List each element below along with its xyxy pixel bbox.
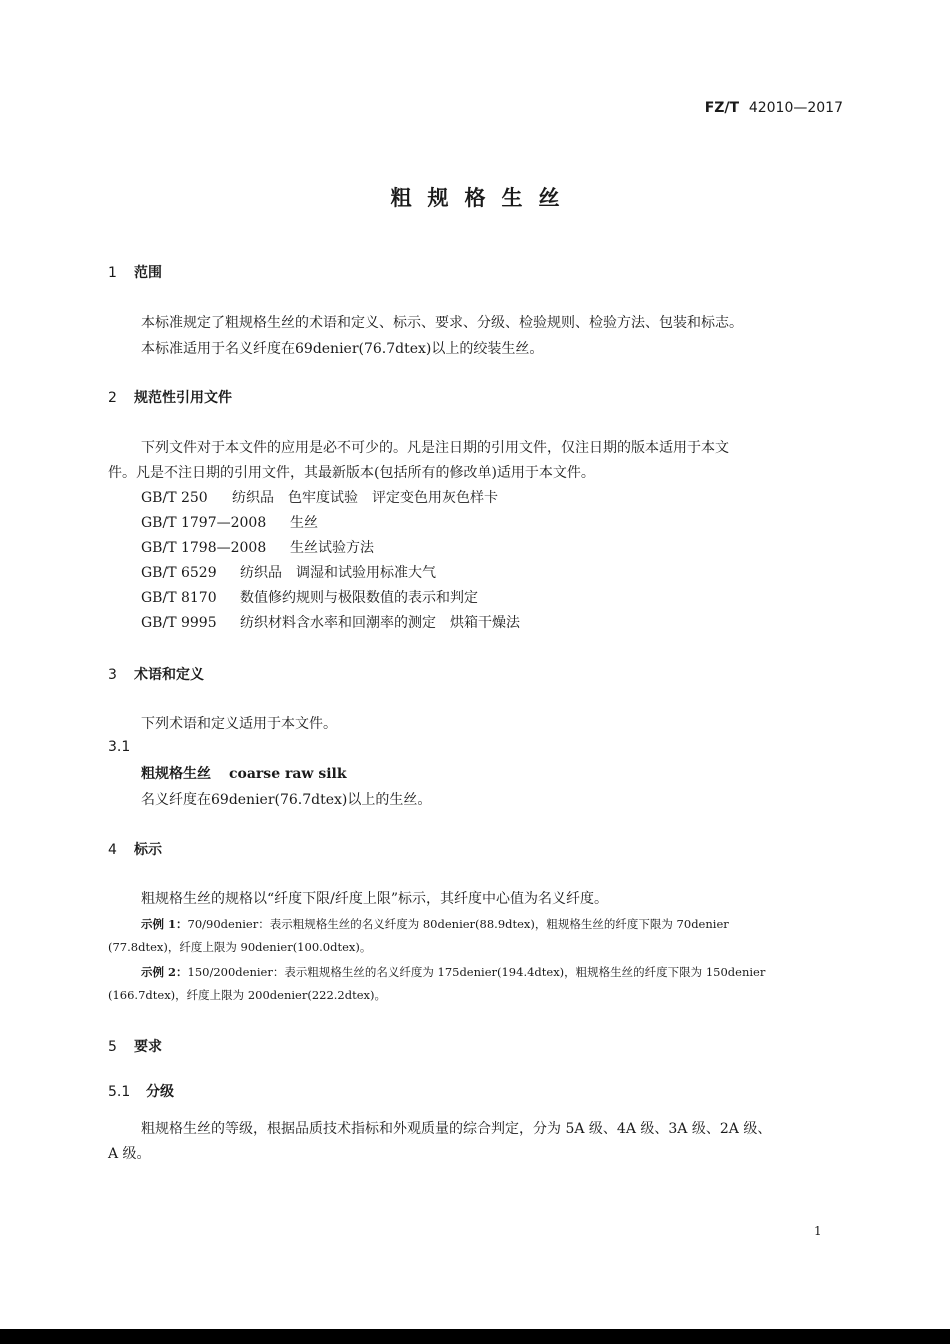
example-2-line: (166.7dtex)，纤度上限为 200denier(222.2dtex)。 <box>108 988 386 1002</box>
example-text: 70/90denier：表示粗规格生丝的名义纤度为 80denier(88.9dtex)，粗规格生丝的纤度下限为 70denier <box>187 917 729 931</box>
section-number: 5 <box>108 1039 117 1055</box>
reference-code: GB/T 1798—2008 <box>141 540 267 556</box>
section-number: 3 <box>108 667 117 683</box>
example-1-line: (77.8dtex)，纤度上限为 90denier(100.0dtex)。 <box>108 940 372 954</box>
section-3-heading <box>108 664 204 684</box>
reference-code: GB/T 1797—2008 <box>141 515 267 531</box>
example-2-line <box>141 964 765 980</box>
example-label: 示例 2： <box>141 965 188 979</box>
paragraph: 下列术语和定义适用于本文件。 <box>141 716 337 732</box>
reference-name: 纺织材料含水率和回潮率的测定 烘箱干燥法 <box>240 615 520 631</box>
standard-number: 42010—2017 <box>748 100 843 116</box>
section-number: 1 <box>108 265 117 281</box>
term-english: coarse raw silk <box>229 766 347 782</box>
paragraph-line: 件。凡是不注日期的引用文件，其最新版本(包括所有的修改单)适用于本文件。 <box>108 465 595 481</box>
paragraph: 本标准适用于名义纤度在69denier(76.7dtex)以上的绞装生丝。 <box>141 341 544 357</box>
term-chinese: 粗规格生丝 <box>141 766 211 782</box>
reference-item <box>141 487 498 507</box>
section-title: 范围 <box>134 265 162 281</box>
reference-name: 数值修约规则与极限数值的表示和判定 <box>240 590 478 606</box>
paragraph: 本标准规定了粗规格生丝的术语和定义、标示、要求、分级、检验规则、检验方法、包装和标志。 <box>141 315 743 331</box>
section-title: 规范性引用文件 <box>134 390 232 406</box>
reference-item <box>141 612 520 632</box>
reference-item <box>141 512 318 532</box>
term-number: 3.1 <box>108 739 131 755</box>
subsection-title: 分级 <box>146 1084 174 1100</box>
section-1-heading <box>108 262 162 282</box>
term-title <box>141 763 347 783</box>
paragraph: 粗规格生丝的规格以“纤度下限/纤度上限”标示，其纤度中心值为名义纤度。 <box>141 891 609 907</box>
reference-name: 纺织品 调湿和试验用标准大气 <box>240 565 436 581</box>
section-number: 4 <box>108 842 117 858</box>
reference-code: GB/T 250 <box>141 490 208 506</box>
reference-name: 生丝试验方法 <box>290 540 374 556</box>
subsection-number: 5.1 <box>108 1084 131 1100</box>
reference-code: GB/T 9995 <box>141 615 217 631</box>
section-4-heading <box>108 839 162 859</box>
section-5-heading <box>108 1036 162 1056</box>
standard-code <box>705 100 843 116</box>
reference-code: GB/T 8170 <box>141 590 217 606</box>
section-2-heading <box>108 387 232 407</box>
term-definition: 名义纤度在69denier(76.7dtex)以上的生丝。 <box>141 792 432 808</box>
example-label: 示例 1： <box>141 917 188 931</box>
reference-name: 生丝 <box>290 515 318 531</box>
page-number: 1 <box>814 1224 822 1238</box>
paragraph-line: 粗规格生丝的等级，根据品质技术指标和外观质量的综合判定，分为 5A 级、4A 级、3A 级、2A 级、 <box>141 1121 772 1137</box>
paragraph-line: A 级。 <box>108 1146 151 1162</box>
example-1-line <box>141 916 729 932</box>
reference-item <box>141 562 436 582</box>
section-title: 要求 <box>134 1039 162 1055</box>
reference-item <box>141 587 478 607</box>
paragraph-line: 下列文件对于本文件的应用是必不可少的。凡是注日期的引用文件，仅注日期的版本适用于本文 <box>141 440 729 456</box>
bottom-bar <box>0 1329 950 1344</box>
section-title: 标示 <box>134 842 162 858</box>
reference-name: 纺织品 色牢度试验 评定变色用灰色样卡 <box>232 490 498 506</box>
example-text: 150/200denier：表示粗规格生丝的名义纤度为 175denier(194.4dtex)，粗规格生丝的纤度下限为 150denier <box>187 965 766 979</box>
section-number: 2 <box>108 390 117 406</box>
subsection-5-1-heading <box>108 1081 174 1101</box>
reference-item <box>141 537 374 557</box>
page-title: 粗规格生丝 <box>390 186 576 210</box>
reference-code: GB/T 6529 <box>141 565 217 581</box>
section-title: 术语和定义 <box>134 667 204 683</box>
standard-prefix: FZ/T <box>704 100 740 116</box>
